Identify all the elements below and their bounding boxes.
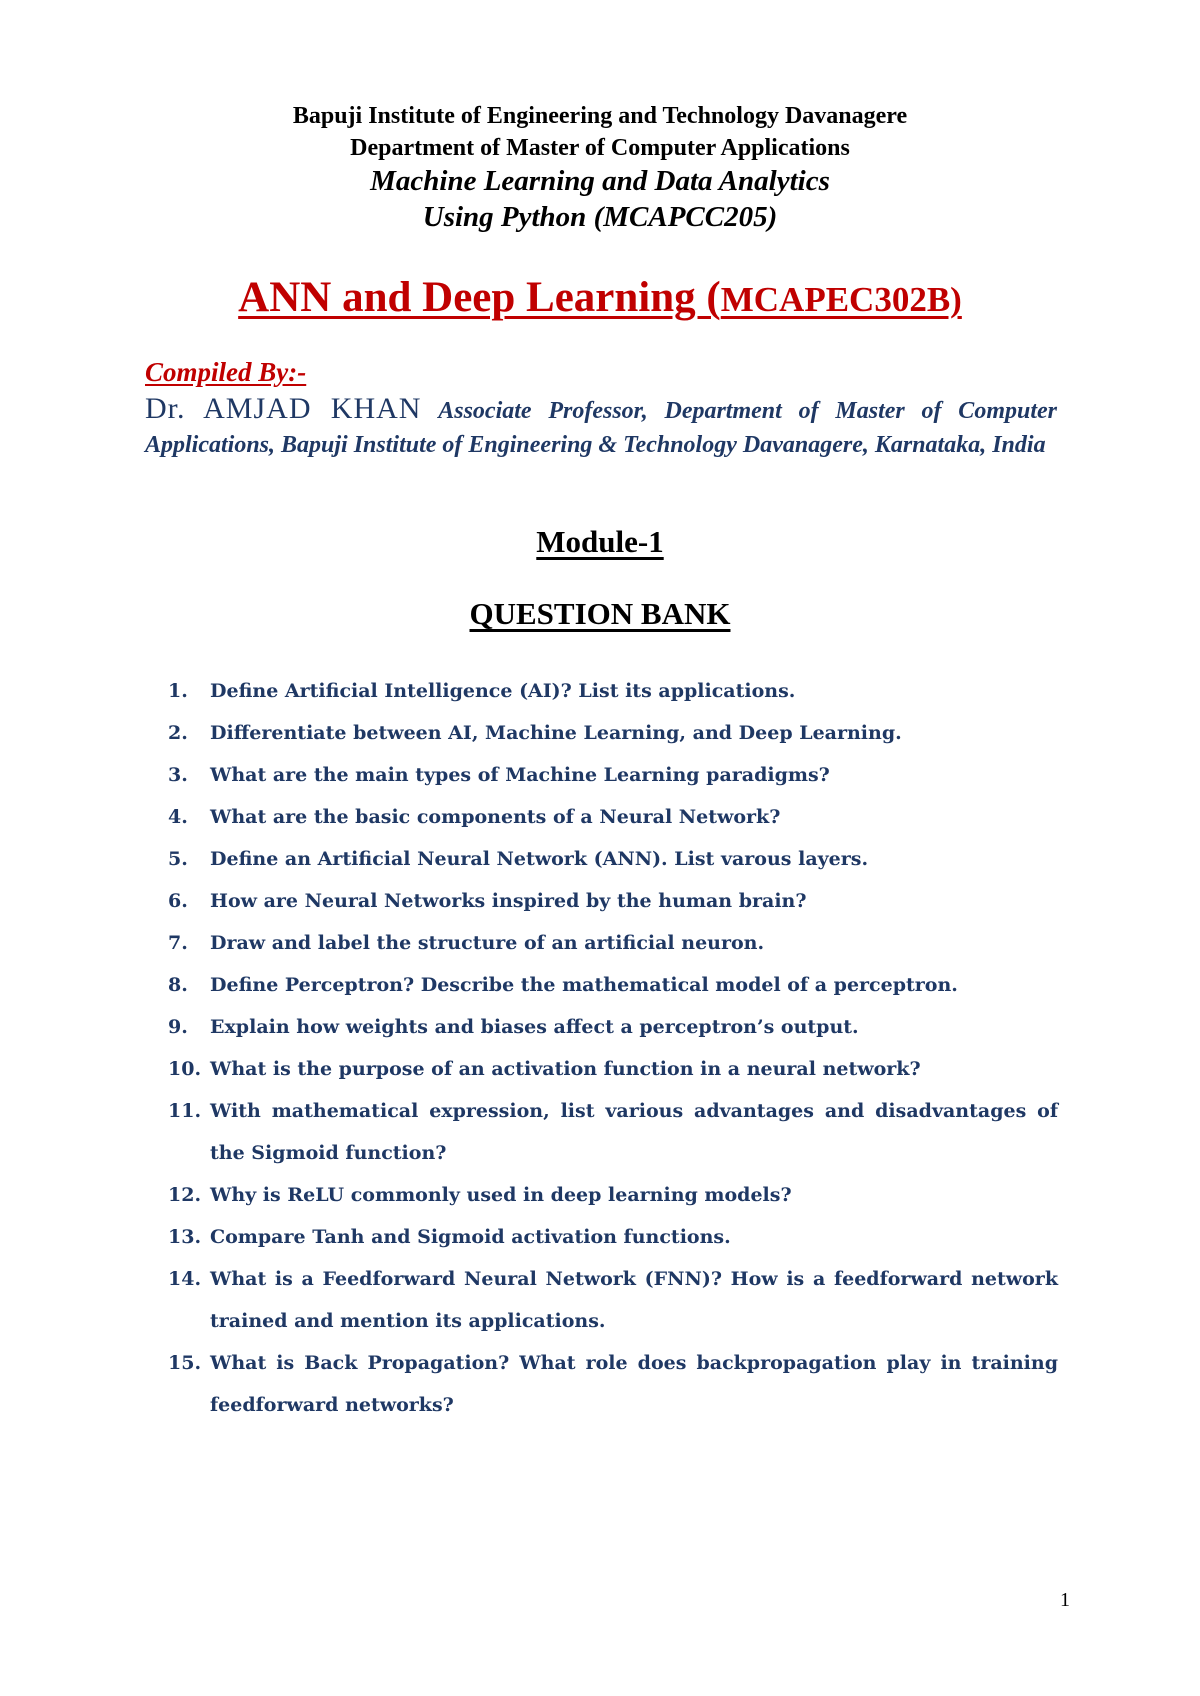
question-item: [168, 1216, 1058, 1258]
question-item: [168, 1342, 1058, 1426]
course-subtitle: Using Python (MCAPCC205): [422, 201, 778, 233]
question-number: 15.: [168, 1352, 202, 1374]
course-title: Machine Learning and Data Analytics: [370, 165, 830, 197]
question-number: 4.: [168, 806, 188, 828]
question-item: [168, 964, 1058, 1006]
question-text: How are Neural Networks inspired by the human brain?: [210, 890, 807, 912]
question-item: [168, 1090, 1058, 1174]
document-title-code: MCAPEC302B): [720, 280, 962, 319]
institute-name: Bapuji Institute of Engineering and Technology Davanagere: [292, 103, 908, 129]
section-heading: QUESTION BANK: [469, 596, 731, 631]
document-title-main: ANN and Deep Learning (: [238, 274, 721, 321]
question-number: 5.: [168, 848, 188, 870]
question-number: 8.: [168, 974, 188, 996]
question-number: 1.: [168, 680, 188, 702]
question-number: 11.: [168, 1100, 202, 1122]
question-item: [168, 922, 1058, 964]
question-text: Draw and label the structure of an artificial neuron.: [210, 932, 765, 954]
question-number: 6.: [168, 890, 188, 912]
question-list: [168, 670, 1058, 1426]
department-name: Department of Master of Computer Applications: [350, 135, 850, 161]
question-item: [168, 754, 1058, 796]
question-text: Explain how weights and biases affect a perceptron’s output.: [210, 1016, 859, 1038]
question-text: What is a Feedforward Neural Network (FNN)? How is a feedforward network trained and mention its applications.: [210, 1268, 1058, 1332]
question-number: 3.: [168, 764, 188, 786]
question-text: Define an Artificial Neural Network (ANN). List varous layers.: [210, 848, 869, 870]
question-text: Differentiate between AI, Machine Learning, and Deep Learning.: [210, 722, 902, 744]
author-name: Dr. AMJAD KHAN: [145, 392, 422, 425]
question-item: [168, 880, 1058, 922]
author-description: Associate Professor, Department of Master of Computer Applications, Bapuji Institute of Engineering & Technology Davanagere, Karnataka, India: [145, 398, 1057, 458]
question-item: [168, 1006, 1058, 1048]
question-number: 13.: [168, 1226, 202, 1248]
question-text: Why is ReLU commonly used in deep learning models?: [210, 1184, 792, 1206]
question-item: [168, 712, 1058, 754]
question-text: What are the main types of Machine Learning paradigms?: [210, 764, 830, 786]
question-number: 9.: [168, 1016, 188, 1038]
question-number: 7.: [168, 932, 188, 954]
question-item: [168, 796, 1058, 838]
question-text: With mathematical expression, list various advantages and disadvantages of the Sigmoid function?: [210, 1100, 1058, 1164]
question-item: [168, 838, 1058, 880]
question-text: Define Perceptron? Describe the mathematical model of a perceptron.: [210, 974, 958, 996]
question-number: 12.: [168, 1184, 202, 1206]
question-item: [168, 1048, 1058, 1090]
compiled-by-label: Compiled By:-: [145, 357, 307, 387]
question-text: Compare Tanh and Sigmoid activation functions.: [210, 1226, 731, 1248]
question-text: What is the purpose of an activation function in a neural network?: [210, 1058, 921, 1080]
document-title: [0, 272, 1200, 333]
question-text: What are the basic components of a Neural Network?: [210, 806, 781, 828]
question-number: 14.: [168, 1268, 202, 1290]
module-heading: Module-1: [536, 524, 664, 559]
question-text: What is Back Propagation? What role does backpropagation play in training feedforward networks?: [210, 1352, 1058, 1416]
question-item: [168, 670, 1058, 712]
question-text: Define Artificial Intelligence (AI)? List its applications.: [210, 680, 796, 702]
question-number: 10.: [168, 1058, 202, 1080]
question-item: [168, 1258, 1058, 1342]
author-block: [145, 392, 1057, 462]
question-item: [168, 1174, 1058, 1216]
page-number: 1: [1060, 1589, 1070, 1611]
question-number: 2.: [168, 722, 188, 744]
